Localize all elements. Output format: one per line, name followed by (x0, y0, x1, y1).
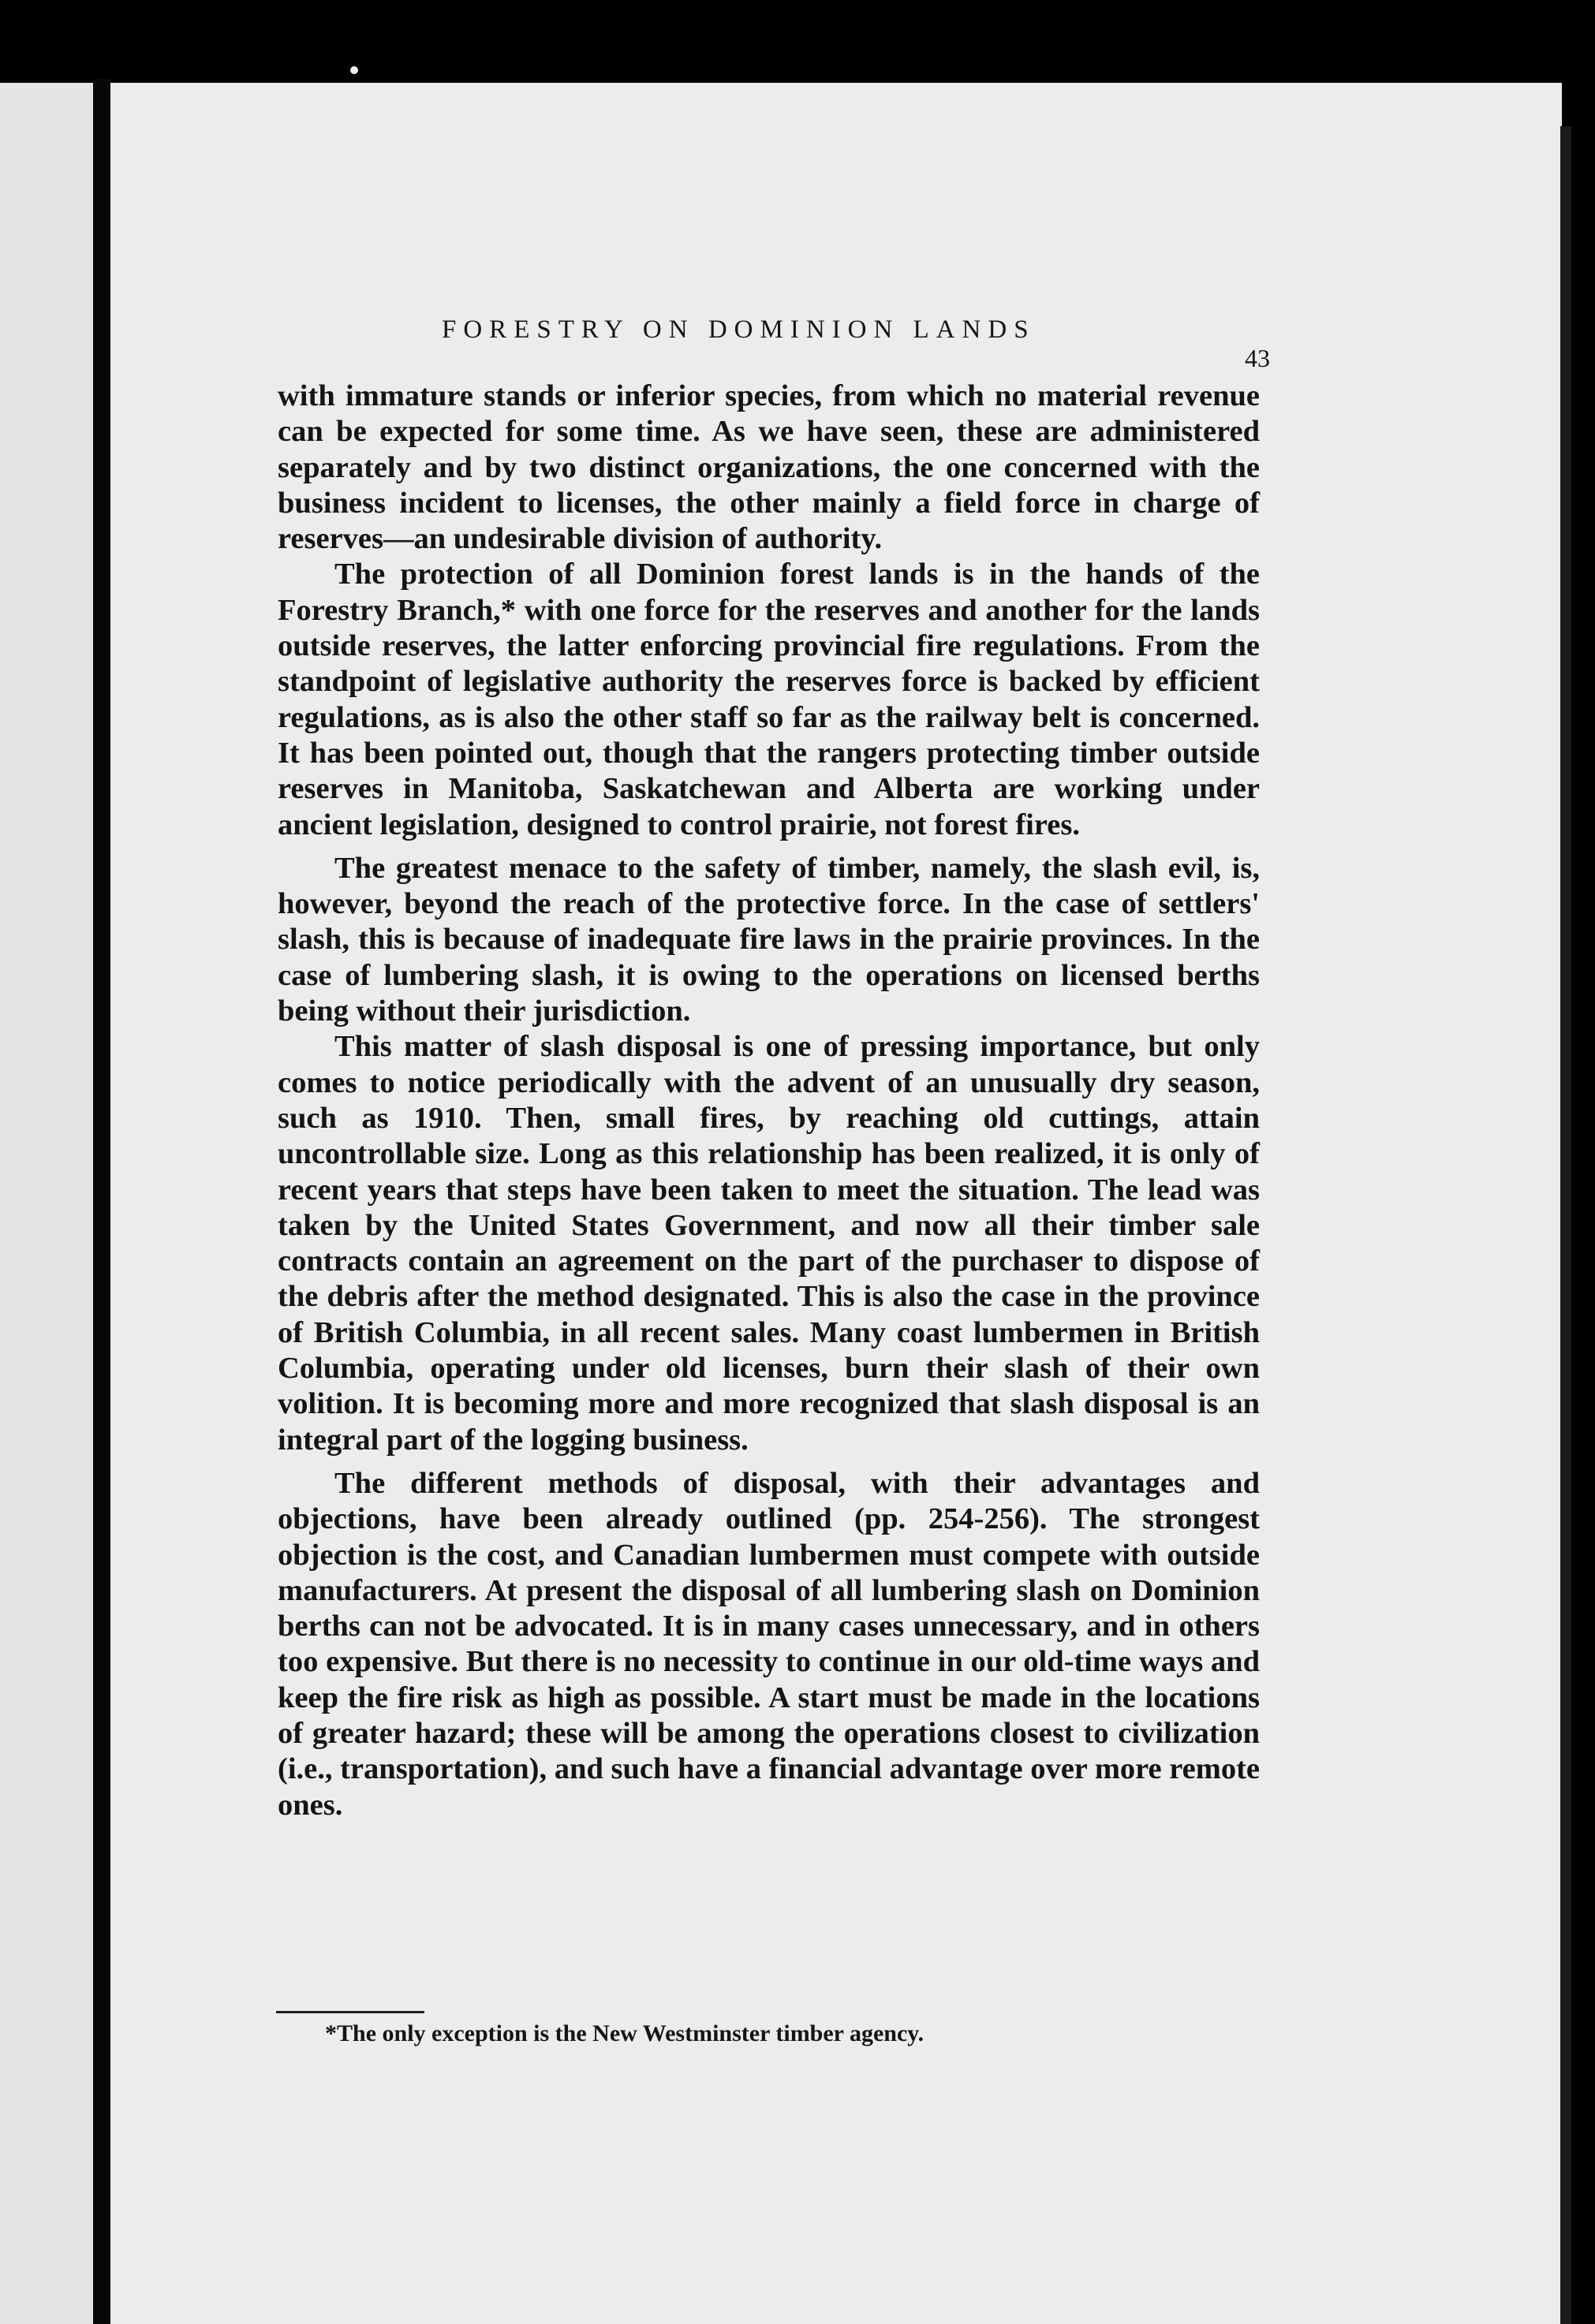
scan-speck (350, 66, 358, 74)
footnote-rule (276, 2011, 424, 2013)
paragraph: The greatest menace to the safety of timber, namely, the slash evil, is, however, beyond the reach of the protective force. In the case of settlers' slash, this is because of inadequate fire laws in the prairie provinces. In the case of lumbering slash, it is owing to the operations on licensed berths being without their jurisdiction. (278, 851, 1260, 1028)
page-number: 43 (1245, 344, 1270, 372)
page-shadow-edge (1560, 126, 1571, 2324)
paragraph: with immature stands or inferior species, from which no material revenue can be expected for some time. As we have seen, these are administered separately and by two distinct organizations, the one concerned with the business incident to licenses, the other mainly a field force in charge of reserves—an undesirable division of authority. (278, 379, 1260, 556)
binding-gutter (93, 79, 110, 2324)
running-header: FORESTRY ON DOMINION LANDS (442, 315, 1036, 344)
paragraph: This matter of slash disposal is one of pressing importance, but only comes to notice periodically with the advent of an unusually dry season, such as 1910. Then, small fires, by reaching old cuttings, attain uncontrollable size. Long as this relationship has been realized, it is only of recent years that steps have been taken to meet the situation. The lead was taken by the United States Government, and now all their timber sale contracts contain an agreement on the part of the purchaser to dispose of the debris after the method designated. This is also the case in the province of British Columbia, in all recent sales. Many coast lumbermen in British Columbia, operating under old licenses, burn their slash of their own volition. It is becoming more and more recognized that slash disposal is an integral part of the logging business. (278, 1030, 1260, 1457)
facing-page-edge (0, 83, 93, 2324)
body-text (278, 379, 1260, 1823)
paragraph: The protection of all Dominion forest lands is in the hands of the Forestry Branch,* with one force for the reserves and another for the lands outside reserves, the latter enforcing provincial fire regulations. From the standpoint of legislative authority the reserves force is backed by efficient regulations, as is also the other staff so far as the railway belt is concerned. It has been pointed out, though that the rangers protecting timber outside reserves in Manitoba, Saskatchewan and Alberta are working under ancient legislation, designed to control prairie, not forest fires. (278, 558, 1260, 841)
footnote: *The only exception is the New Westminster timber agency. (325, 2020, 925, 2046)
paragraph: The different methods of disposal, with their advantages and objections, have been already outlined (pp. 254-256). The strongest objection is the cost, and Canadian lumbermen must compete with outside manufacturers. At present the disposal of all lumbering slash on Dominion berths can not be advocated. It is in many cases unnecessary, and in others too expensive. But there is no necessity to continue in our old-time ways and keep the fire risk as high as possible. A start must be made in the locations of greater hazard; these will be among the operations closest to civilization (i.e., transportation), and such have a financial advantage over more remote ones. (278, 1466, 1260, 1822)
